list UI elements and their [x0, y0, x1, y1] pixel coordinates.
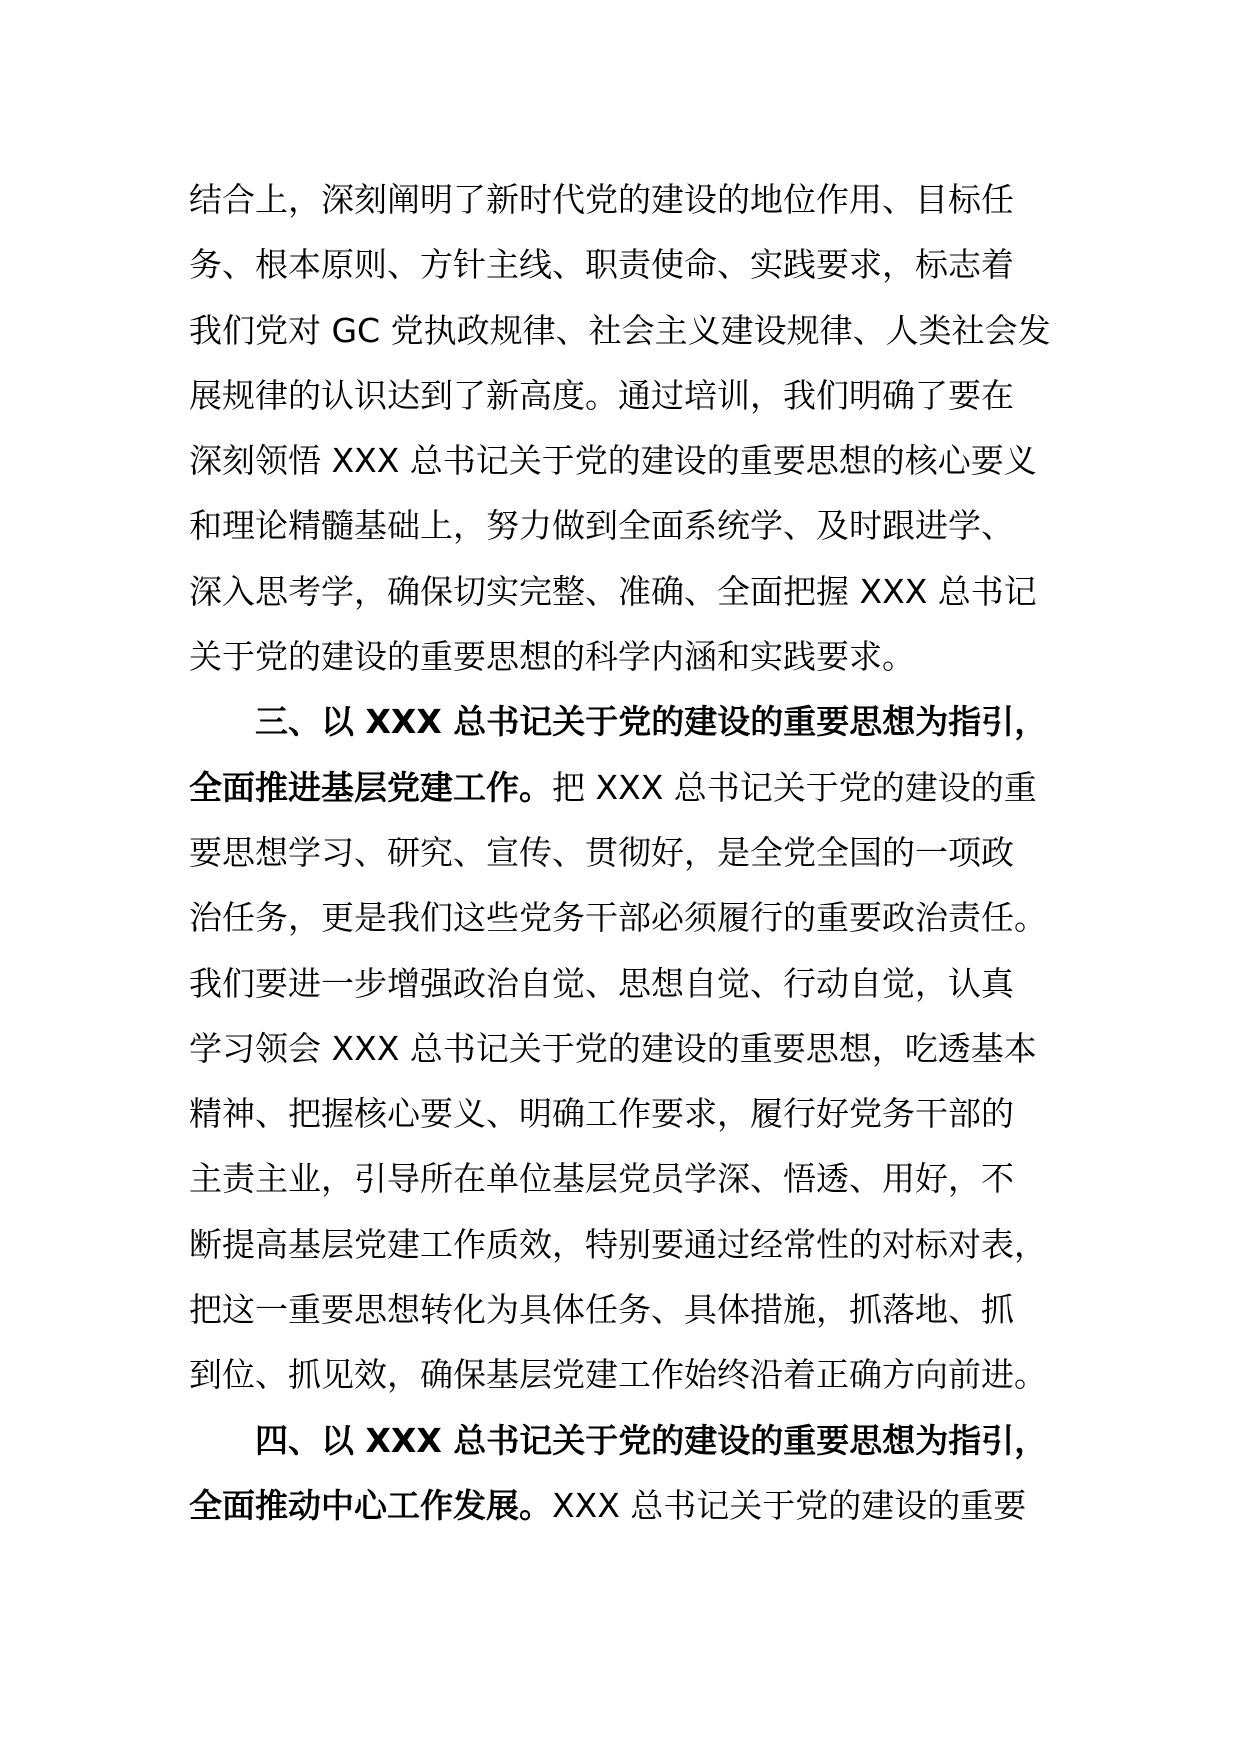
text-line: 要思想学习、研究、宣传、贯彻好，是全党全国的一项政 — [189, 832, 1014, 872]
text-line: 断提高基层党建工作质效，特别要通过经常性的对标对表， — [189, 1224, 1047, 1264]
text-line: 精神、把握核心要义、明确工作要求，履行好党务干部的 — [189, 1094, 1014, 1134]
text-line: 把这一重要思想转化为具体任务、具体措施，抓落地、抓 — [189, 1290, 1014, 1330]
text-run: XXX 总书记关于党的建设的重要 — [552, 1485, 1027, 1525]
text-line: 结合上，深刻阐明了新时代党的建设的地位作用、目标任 — [189, 180, 1014, 219]
text-line: 深入思考学，确保切实完整、准确、全面把握 XXX 总书记 — [189, 571, 1037, 611]
paragraph-section-3 — [189, 689, 1069, 1407]
section-heading-line: 三、以 XXX 总书记关于党的建设的重要思想为指引， — [255, 702, 1048, 742]
text-line: 关于党的建设的重要思想的科学内涵和实践要求。 — [189, 637, 915, 677]
section-heading-tail: 全面推动中心工作发展。 — [189, 1485, 552, 1525]
section-heading-line: 四、以 XXX 总书记关于党的建设的重要思想为指引， — [255, 1420, 1048, 1460]
section-heading-tail: 全面推进基层党建工作。 — [189, 767, 552, 807]
text-line — [189, 755, 1069, 820]
text-line — [189, 1473, 1069, 1538]
paragraph-1 — [189, 167, 1069, 689]
text-line: 主责主业，引导所在单位基层党员学深、悟透、用好，不 — [189, 1159, 1014, 1199]
text-line: 学习领会 XXX 总书记关于党的建设的重要思想，吃透基本 — [189, 1028, 1037, 1068]
text-line: 我们党对 GC 党执政规律、社会主义建设规律、人类社会发 — [189, 310, 1051, 350]
text-line: 到位、抓见效，确保基层党建工作始终沿着正确方向前进。 — [189, 1355, 1047, 1395]
text-run: 把 XXX 总书记关于党的建设的重 — [552, 767, 1037, 807]
document-page — [189, 167, 1069, 1538]
text-line: 治任务，更是我们这些党务干部必须履行的重要政治责任。 — [189, 898, 1047, 938]
text-line: 我们要进一步增强政治自觉、思想自觉、行动自觉，认真 — [189, 963, 1014, 1003]
text-line: 展规律的认识达到了新高度。通过培训，我们明确了要在 — [189, 375, 1014, 415]
text-line: 和理论精髓基础上，努力做到全面系统学、及时跟进学、 — [189, 506, 1014, 546]
text-line: 深刻领悟 XXX 总书记关于党的建设的重要思想的核心要义 — [189, 441, 1037, 481]
text-line: 务、根本原则、方针主线、职责使命、实践要求，标志着 — [189, 245, 1014, 285]
paragraph-section-4 — [189, 1408, 1069, 1539]
